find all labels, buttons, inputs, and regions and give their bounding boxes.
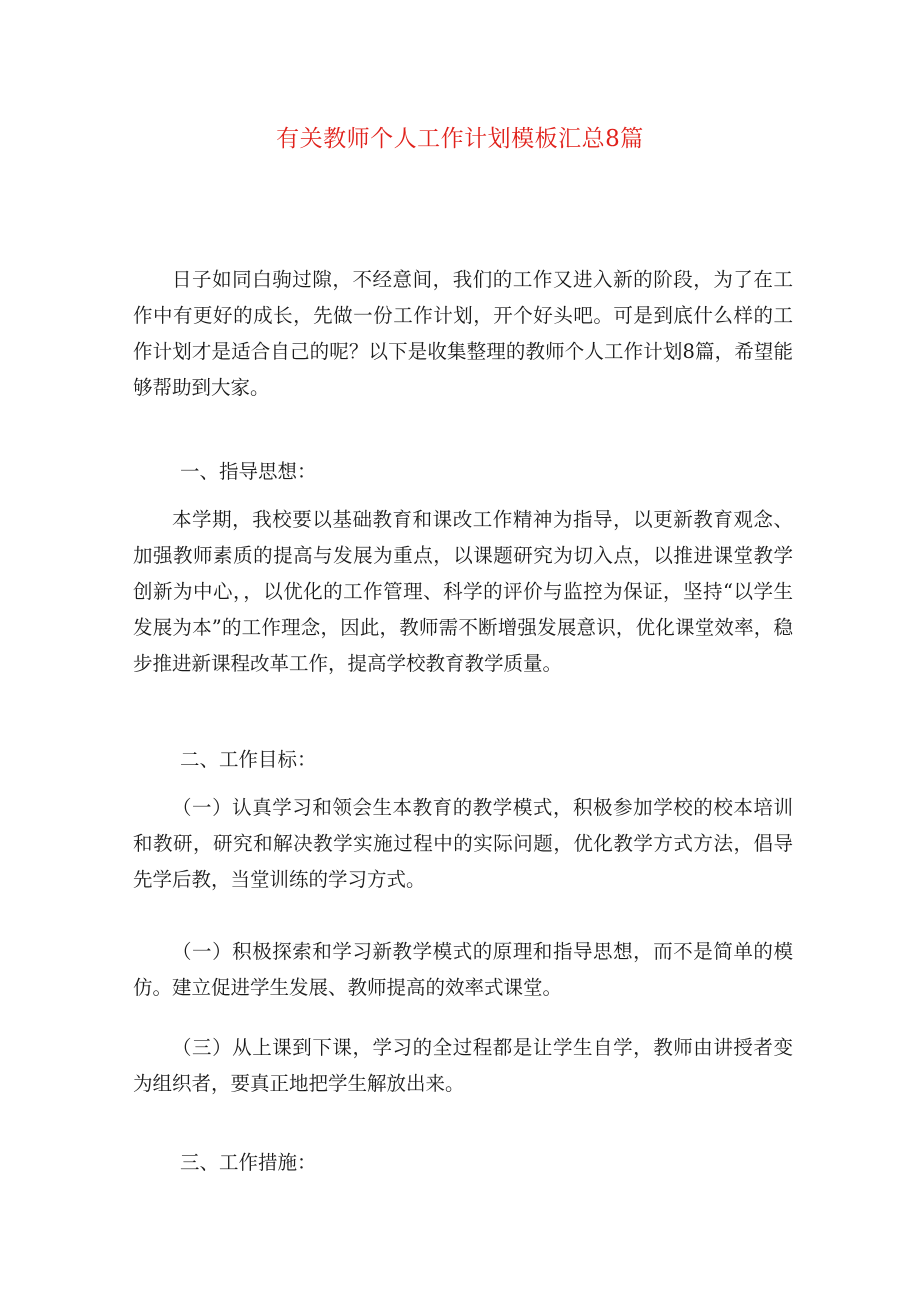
goal-paragraph-2: （一）积极探索和学习新教学模式的原理和指导思想，而不是简单的模仿。建立促进学生发展、教师提高的效率式课堂。 xyxy=(133,940,793,999)
section-heading-work-goals: 二、工作目标： xyxy=(180,748,317,771)
section-heading-guiding-ideology: 一、指导思想： xyxy=(180,460,317,483)
guiding-ideology-paragraph: 本学期，我校要以基础教育和课改工作精神为指导，以更新教育观念、加强教师素质的提高与发展为重点，以课题研究为切入点，以推进课堂教学创新为中心，，以优化的工作管理、科学的评价与监控为保证，坚持“以学生发展为本”的工作理念，因此，教师需不断增强发展意识，优化课堂效率，稳步推进新课程改革工作，提高学校教育教学质量。 xyxy=(133,508,793,675)
goal-paragraph-1: （一）认真学习和领会生本教育的教学模式，积极参加学校的校本培训和教研，研究和解决教学实施过程中的实际问题，优化教学方式方法，倡导先学后教，当堂训练的学习方式。 xyxy=(133,796,793,891)
goal-paragraph-3: （三）从上课到下课，学习的全过程都是让学生自学，教师由讲授者变为组织者，要真正地把学生解放出来。 xyxy=(133,1036,793,1095)
document-title: 有关教师个人工作计划模板汇总8篇 xyxy=(276,126,644,152)
section-heading-work-measures: 三、工作措施： xyxy=(180,1151,317,1174)
intro-paragraph: 日子如同白驹过隙，不经意间，我们的工作又进入新的阶段，为了在工作中有更好的成长，先做一份工作计划，开个好头吧。可是到底什么样的工作计划才是适合自己的呢？以下是收集整理的教师个人工作计划8篇，希望能够帮助到大家。 xyxy=(133,268,793,399)
